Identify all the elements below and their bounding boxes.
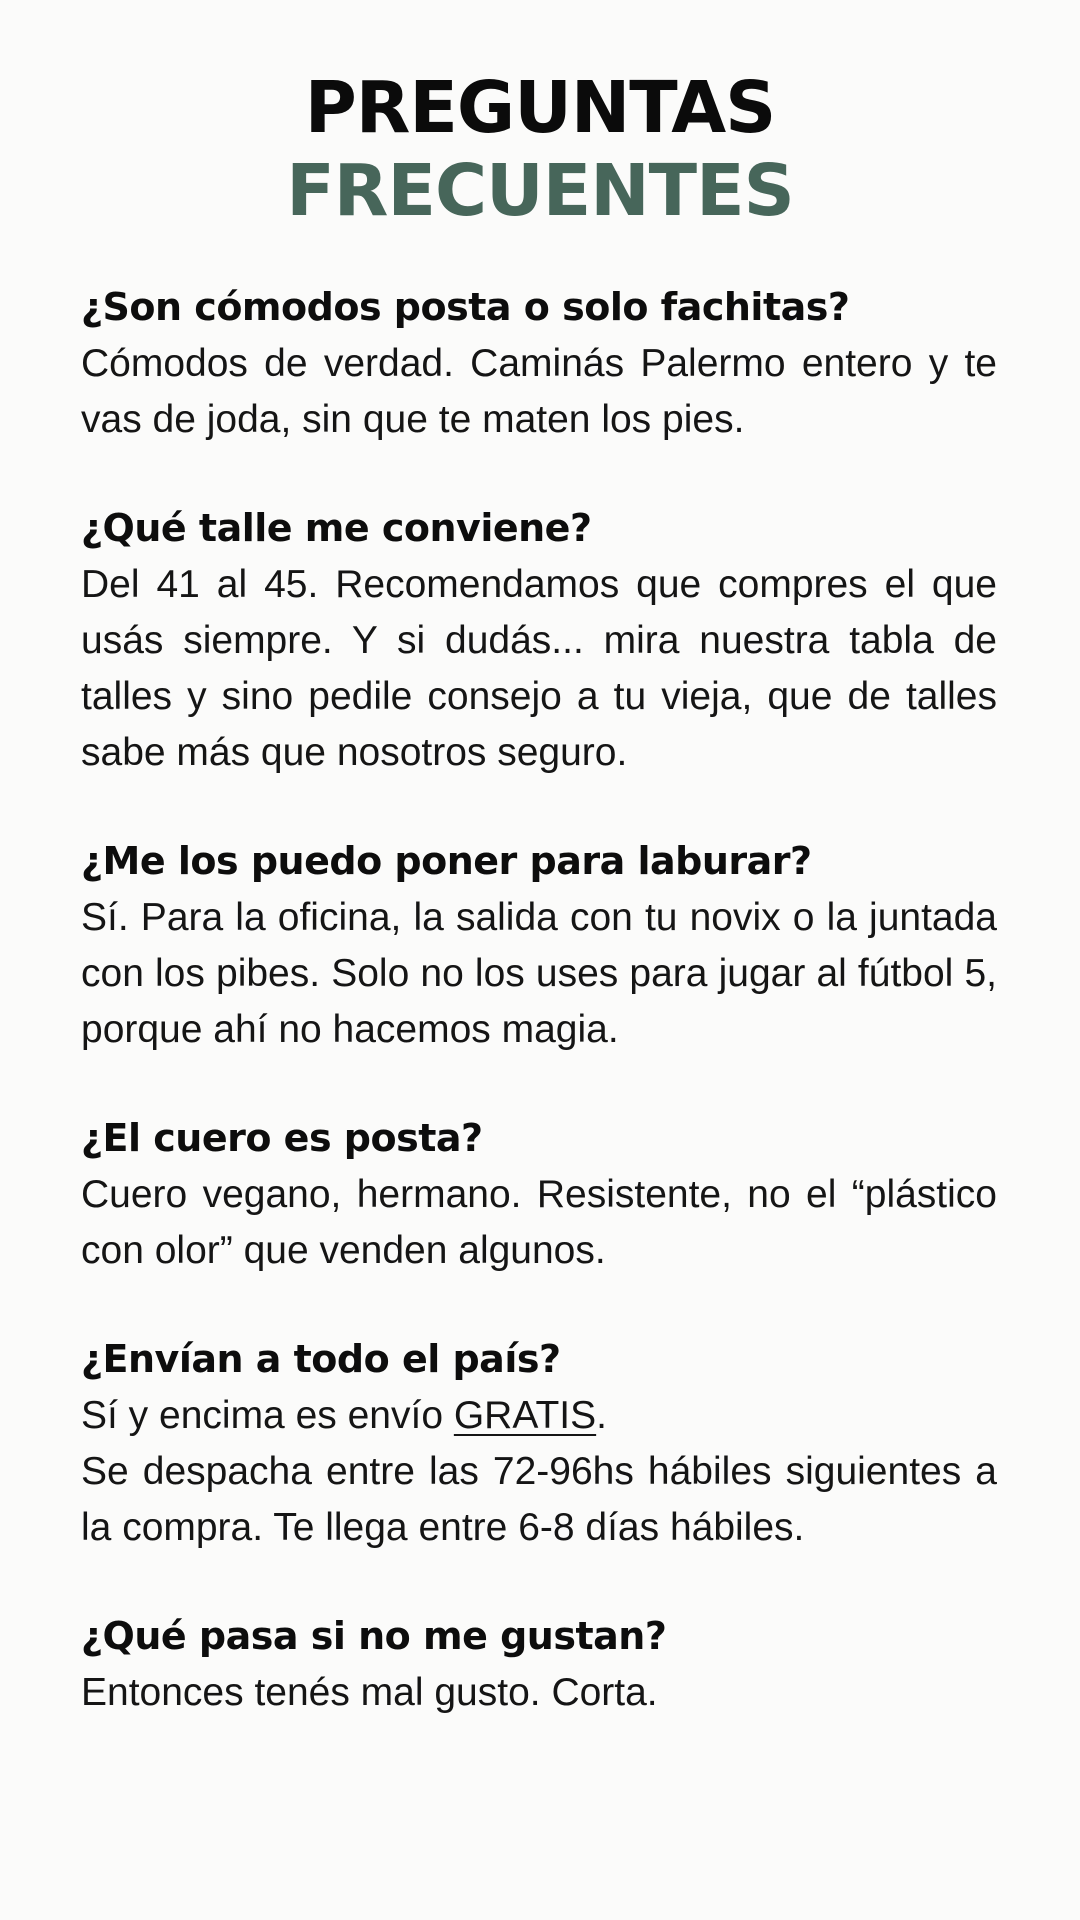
faq-answer: Entonces tenés mal gusto. Corta. [81, 1671, 658, 1714]
faq-item-shipping [81, 1330, 997, 1556]
shipping-detail: Se despacha entre las 72-96hs hábiles siguientes a la compra. Te llega entre 6-8 días hábiles. [81, 1450, 997, 1549]
faq-question: ¿El cuero es posta? [81, 1116, 483, 1160]
faq-list [81, 278, 997, 1772]
faq-question: ¿Envían a todo el país? [81, 1337, 561, 1381]
faq-question: ¿Son cómodos posta o solo fachitas? [81, 285, 850, 329]
faq-question: ¿Me los puedo poner para laburar? [81, 839, 812, 883]
free-shipping-highlight: GRATIS [453, 1394, 597, 1437]
shipping-free-suffix: . [596, 1394, 607, 1437]
faq-item-comfort [81, 278, 997, 448]
page-header [0, 66, 1080, 232]
faq-item-dislike [81, 1607, 997, 1721]
faq-item-leather [81, 1109, 997, 1279]
faq-answer: Del 41 al 45. Recomendamos que compres el que usás siempre. Y si dudás... mira nuestra tabla de talles y sino pedile consejo a tu vieja, que de talles sabe más que nosotros seguro. [81, 563, 997, 774]
faq-answer [81, 1388, 997, 1556]
faq-answer: Sí. Para la oficina, la salida con tu novix o la juntada con los pibes. Solo no los uses para jugar al fútbol 5, porque ahí no hacemos magia. [81, 896, 997, 1051]
faq-answer: Cuero vegano, hermano. Resistente, no el “plástico con olor” que venden algunos. [81, 1173, 997, 1272]
faq-question: ¿Qué talle me conviene? [81, 506, 592, 550]
faq-question: ¿Qué pasa si no me gustan? [81, 1614, 667, 1658]
faq-answer: Cómodos de verdad. Caminás Palermo entero y te vas de joda, sin que te maten los pies. [81, 342, 997, 441]
faq-item-size [81, 499, 997, 781]
shipping-free-prefix: Sí y encima es envío [81, 1394, 454, 1437]
page-title-line-2: FRECUENTES [286, 149, 794, 232]
shipping-free-line [81, 1388, 997, 1444]
page-title-line-1: PREGUNTAS [304, 66, 776, 149]
faq-item-work [81, 832, 997, 1058]
